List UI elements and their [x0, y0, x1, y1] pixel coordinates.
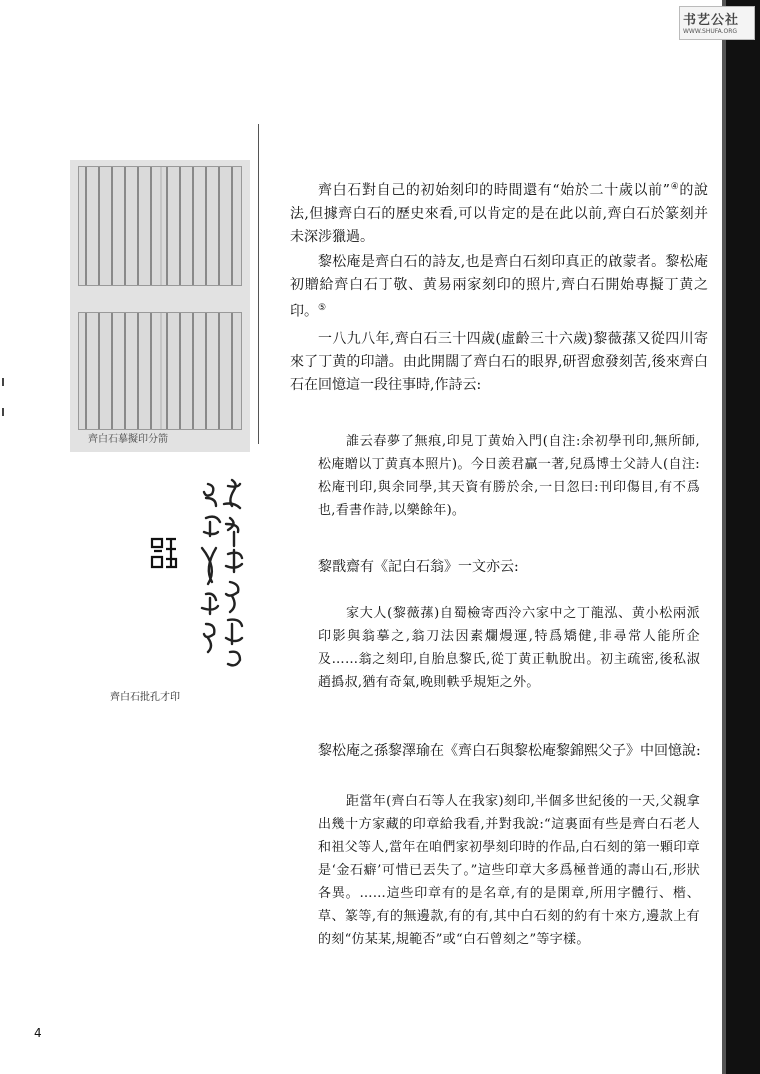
book-photo-bottom	[78, 312, 242, 430]
seal-book-photo	[70, 160, 250, 452]
seal-impression	[148, 535, 180, 571]
margin-mark	[2, 408, 4, 416]
paragraph-2	[290, 251, 708, 324]
footnote-ref-4: ④	[669, 182, 680, 192]
seal-caption: 齊白石批孔才印	[110, 692, 180, 703]
paragraph-2-text: 黎松庵是齊白石的詩友,也是齊白石刻印真正的啟蒙者。黎松庵初贈給齊白石丁敬、黄易兩家刻印的照片,齊白石開始專擬丁黄之印。	[290, 254, 708, 320]
page-number: 4	[34, 1026, 42, 1040]
paragraph-1-text: 齊白石對自己的初始刻印的時間還有“始於二十歲以前”	[318, 182, 670, 199]
book-photo-top	[78, 166, 242, 286]
logo-url: WWW.SHUFA.ORG	[683, 28, 738, 35]
calligraphy-inscription	[194, 474, 246, 674]
quote-3: 距當年(齊白石等人在我家)刻印,半個多世紀後的一天,父親拿出幾十方家藏的印章給我看,并對我說:“這裏面有些是齊白石老人和祖父等人,當年在咱們家初學刻印時的作品,白石刻的第一顆印章是‘金石癖’可惜已丟失了。”這些印章大多爲極普通的壽山石,形狀各異。……這些印章有的是名章,有的是閑章,所用字體行、楷、草、篆等,有的無邊款,有的有,其中白石刻的約有十來方,邊款上有的刻“仿某某,規範否”或“白石曾刻之”等字樣。	[318, 794, 700, 947]
paragraph-3: 一八九八年,齊白石三十四歲(虛齡三十六歲)黎薇蓀又從四川寄來了丁黄的印譜。由此開闊了齊白石的眼界,研習愈發刻苦,後來齊白石在回憶這一段往事時,作詩云:	[290, 331, 708, 393]
quote-1: 誰云春夢了無痕,印見丁黄始入門(自注:余初學刊印,無所師,松庵贈以丁黄真本照片)。今日羨君贏一著,兒爲博士父詩人(自注:松庵刊印,與余同學,其天資有勝於余,一日忽曰:刊印傷目,有不爲也,看書作詩,以樂餘年)。	[318, 434, 700, 518]
paragraph-5: 黎松庵之孫黎澤瑜在《齊白石與黎松庵黎錦熙父子》中回憶說:	[318, 743, 701, 759]
column-divider	[258, 124, 259, 444]
paragraph-1-tail: 的說法,但據齊白石的歷史來看,可以肯定的是在此以前,齊白石於篆刻并未深涉獵過。	[290, 182, 708, 245]
page-right-edge	[726, 0, 760, 1074]
margin-mark	[2, 378, 4, 386]
watermark-logo	[679, 6, 755, 40]
paragraph-4: 黎戬齋有《記白石翁》一文亦云:	[318, 559, 519, 575]
photo-caption: 齊白石摹擬印分箭	[88, 434, 168, 445]
paragraph-1	[290, 176, 708, 249]
logo-title: 书艺公社	[683, 13, 740, 28]
quote-2: 家大人(黎薇蓀)自蜀檢寄西泠六家中之丁龍泓、黄小松兩派印影與翁摹之,翁刀法因素爛熳運,特爲矯健,非尋常人能所企及……翁之刻印,自胎息黎氏,從丁黄正軌脫出。初主疏密,後私淑趙撝叔,猶有奇氣,晚則軼乎規矩之外。	[318, 606, 700, 690]
footnote-ref-5: ⑤	[318, 303, 327, 313]
